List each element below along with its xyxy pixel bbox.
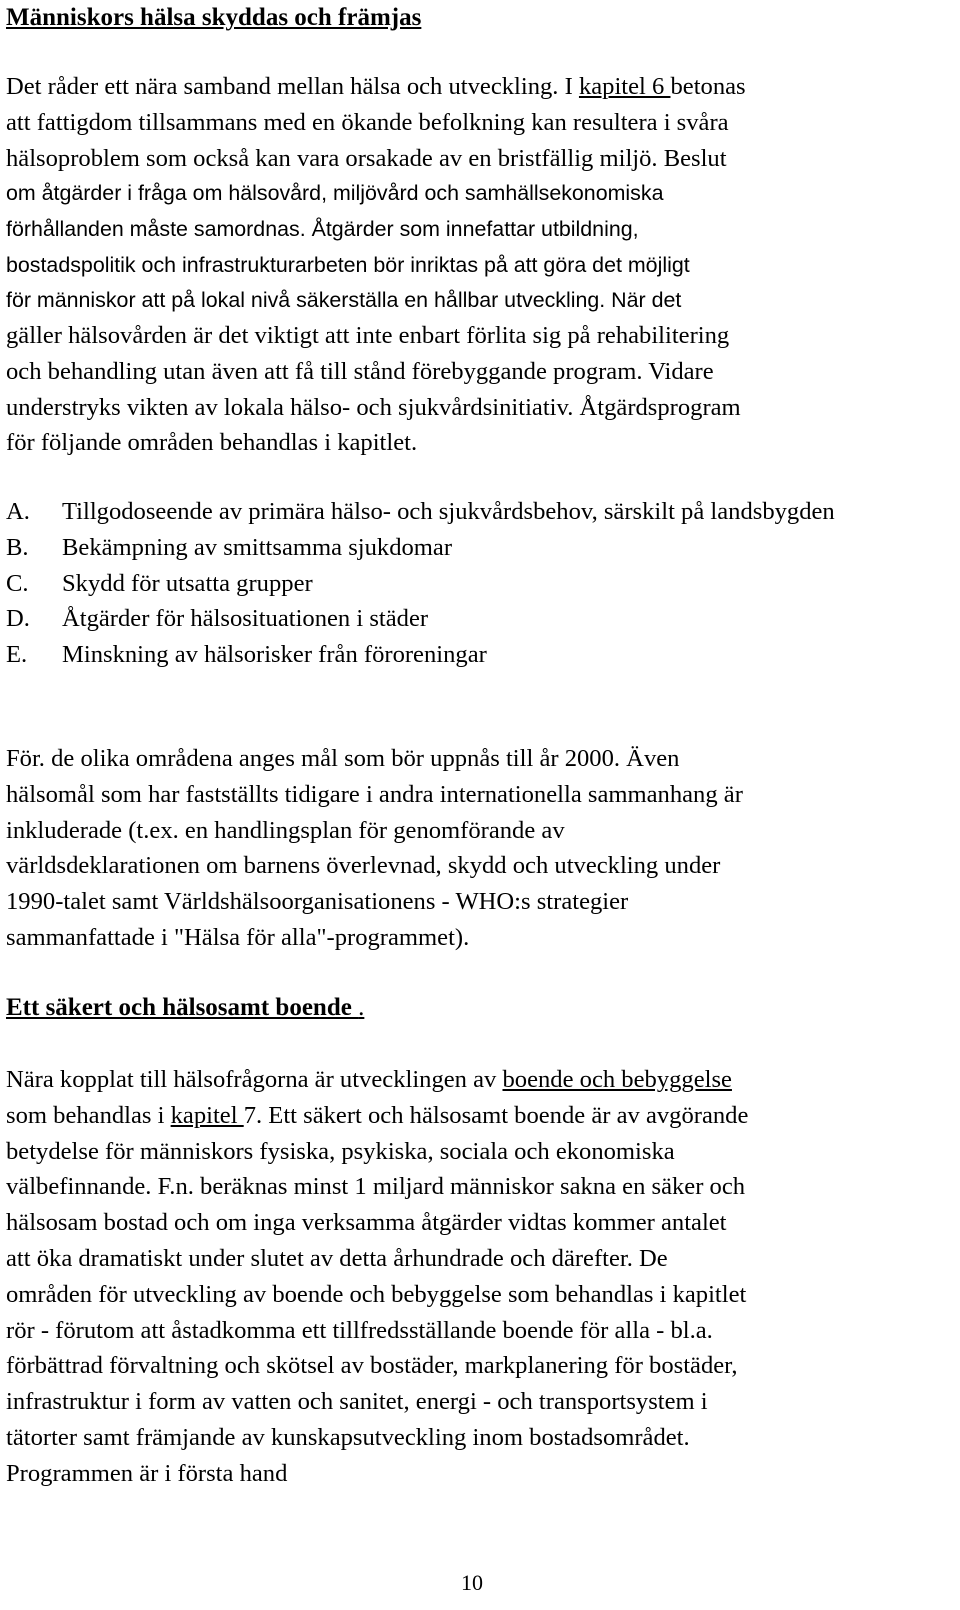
text-line: om åtgärder i fråga om hälsovård, miljövård och samhällsekonomiska [6, 181, 664, 205]
section-heading-health: Människors hälsa skyddas och främjas [6, 4, 422, 31]
housing-paragraph [6, 1062, 956, 1492]
list-item [6, 566, 882, 602]
text-line: Nära kopplat till hälsofrågorna är utvecklingen av [6, 1066, 503, 1093]
text-line: och behandling utan även att få till stånd förebyggande program. Vidare [6, 357, 714, 385]
chapter-7-link[interactable]: kapitel [170, 1101, 244, 1129]
text-line: som behandlas i [6, 1101, 171, 1129]
text-line: Programmen är i första hand [6, 1459, 288, 1487]
text-line: infrastruktur i form av vatten och sanitet, energi - och transportsystem i [6, 1388, 708, 1416]
goals-paragraph [6, 741, 956, 956]
text-line: För. de olika områdena anges mål som bör uppnås till år 2000. Även [6, 745, 680, 772]
text-line: att öka dramatiskt under slutet av detta århundrade och därefter. De [6, 1244, 668, 1272]
text-line: gäller hälsovården är det viktigt att inte enbart förlita sig på rehabilitering [6, 322, 730, 349]
text-line: bostadspolitik och infrastrukturarbeten bör inriktas på att göra det möjligt [6, 252, 690, 277]
section-heading-housing [6, 991, 364, 1025]
text-line: förbättrad förvaltning och skötsel av bostäder, markplanering för bostäder, [6, 1352, 738, 1380]
text-line: understryks vikten av lokala hälso- och sjukvårdsinitiativ. Åtgärdsprogram [6, 393, 741, 421]
list-marker: B. [6, 533, 29, 561]
list-marker: E. [6, 641, 28, 669]
intro-paragraph-end [6, 318, 956, 461]
list-item [6, 637, 882, 673]
text-line: hälsoproblem som också kan vara orsakade av en bristfällig miljö. Beslut [6, 144, 727, 172]
list-item-text: Tillgodoseende av primära hälso- och sjukvårdsbehov, särskilt på landsbygden [62, 498, 835, 525]
text-line: 1990-talet samt Världshälsoorganisationens - WHO:s strategier [6, 888, 629, 916]
text-line: Det råder ett nära samband mellan hälsa och utveckling. I [6, 73, 579, 100]
program-area-list [6, 494, 882, 673]
section-heading-period: . [358, 994, 365, 1021]
text-line: 7. Ett säkert och hälsosamt boende är av avgörande [243, 1101, 749, 1129]
text-line: betonas [670, 73, 746, 100]
text-line: förhållanden måste samordnas. Åtgärder som innefattar utbildning, [6, 216, 639, 241]
list-item-text: Skydd för utsatta grupper [62, 569, 313, 597]
text-line: välbefinnande. F.n. beräknas minst 1 miljard människor sakna en säker och [6, 1173, 746, 1201]
chapter-6-link[interactable]: kapitel 6 [578, 73, 671, 100]
text-line: hälsosam bostad och om inga verksamma åtgärder vidtas kommer antalet [6, 1209, 727, 1237]
list-item-text: Bekämpning av smittsamma sjukdomar [62, 533, 453, 561]
list-item [6, 530, 882, 566]
list-item-text: Åtgärder för hälsosituationen i städer [62, 605, 429, 633]
text-line: inkluderade (t.ex. en handlingsplan för genomförande av [6, 816, 565, 844]
intro-paragraph-continued [6, 176, 956, 319]
page-number: 10 [461, 1570, 483, 1595]
list-marker: A. [6, 498, 30, 525]
text-line: rör - förutom att åstadkomma ett tillfredsställande boende för alla - bl.a. [6, 1316, 713, 1344]
text-line: för människor att på lokal nivå säkerställa en hållbar utveckling. När det [6, 288, 682, 313]
list-item [6, 601, 882, 637]
text-line: sammanfattade i "Hälsa för alla"-programmet). [6, 923, 470, 951]
section-heading-text: Ett säkert och hälsosamt boende [6, 994, 359, 1021]
text-line: tätorter samt främjande av kunskapsutveckling inom bostadsområdet. [6, 1423, 690, 1451]
text-line: hälsomål som har fastställts tidigare i andra internationella sammanhang är [6, 780, 743, 808]
list-marker: D. [6, 605, 30, 633]
text-line: områden för utveckling av boende och bebyggelse som behandlas i kapitlet [6, 1280, 747, 1308]
text-line: betydelse för människors fysiska, psykiska, sociala och ekonomiska [6, 1137, 675, 1165]
text-line: att fattigdom tillsammans med en ökande befolkning kan resultera i svåra [6, 108, 729, 136]
text-line: världsdeklarationen om barnens överlevnad, skydd och utveckling under [6, 852, 721, 880]
list-marker: C. [6, 569, 29, 597]
intro-paragraph [6, 69, 956, 176]
housing-settlement-link[interactable]: boende och bebyggelse [502, 1066, 732, 1093]
list-item-text: Minskning av hälsorisker från föroreningar [62, 641, 487, 669]
list-item [6, 494, 882, 530]
text-line: för följande områden behandlas i kapitlet. [6, 429, 418, 457]
